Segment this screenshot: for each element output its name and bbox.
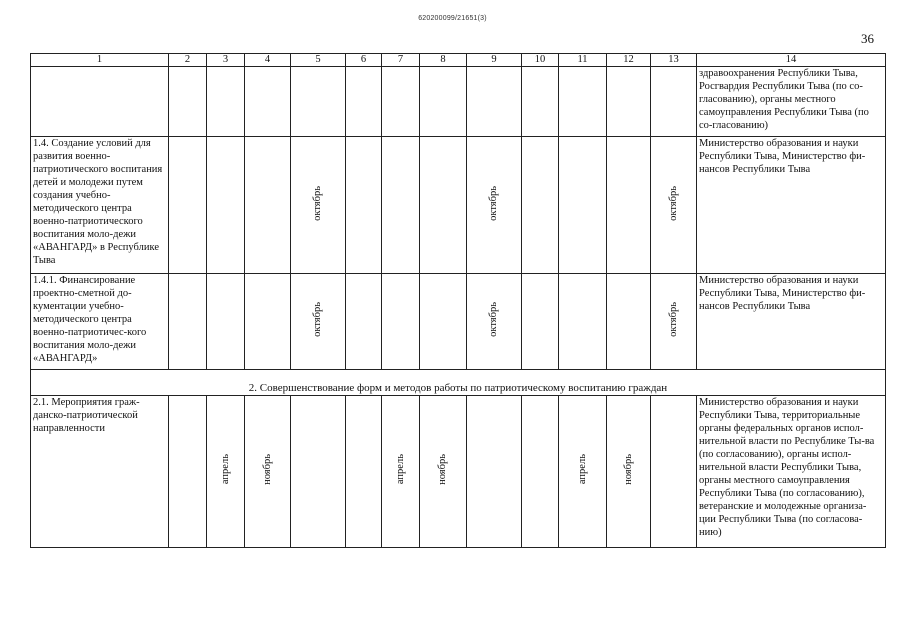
column-header: 9 — [467, 54, 522, 67]
responsible-cell: Министерство образования и науки Республики Тыва, территориальные органы федеральных органов испол-нительной власти по Республике Ты-ва (по согласованию), органы испол-нительной власти Республики Тыва, органы местного самоуправления Республики Тыва (по согласованию), ветеранские и молодежные организа-ции Республики Тыва (по согласова-нию) — [697, 396, 886, 548]
month-label: ноябрь — [622, 454, 634, 485]
table-row — [31, 274, 886, 370]
month-label: апрель — [219, 454, 231, 485]
column-header: 5 — [291, 54, 346, 67]
month-label: октябрь — [312, 302, 323, 337]
column-header: 12 — [607, 54, 651, 67]
column-header: 14 — [697, 54, 886, 67]
month-label: апрель — [576, 454, 588, 485]
document-id: 620200099/21651(3) — [418, 15, 487, 22]
activity-cell: 1.4. Создание условий для развития военно-патриотического воспитания детей и молодежи путем создания учебно-методического центра военно-патриотического воспитания моло-дежи «АВАНГАРД» в Республике Тыва — [31, 137, 169, 274]
month-label: октябрь — [488, 185, 499, 221]
activity-cell: 1.4.1. Финансирование проектно-сметной до-кументации учебно-методического центра военно-патриотичес-кого воспитания моло-дежи «АВАНГАРД» — [31, 274, 169, 370]
section-title: 2. Совершенствование форм и методов работы по патриотическому воспитанию граждан — [31, 370, 886, 396]
column-header: 10 — [522, 54, 559, 67]
section-row — [31, 370, 886, 396]
responsible-cell: здравоохранения Республики Тыва, Росгвардия Республики Тыва (по со-гласованию), органы местного самоуправления Республики Тыва (по со-гласованию) — [697, 67, 886, 137]
table-row — [31, 137, 886, 274]
plan-table — [30, 53, 886, 548]
column-header: 4 — [245, 54, 291, 67]
month-label: октябрь — [312, 185, 323, 221]
month-label: октябрь — [667, 185, 679, 221]
column-header: 7 — [382, 54, 420, 67]
column-number-row — [31, 54, 886, 67]
responsible-cell: Министерство образования и науки Республики Тыва, Министерство фи-нансов Республики Тыва — [697, 137, 886, 274]
month-label: ноябрь — [437, 454, 448, 485]
column-header: 8 — [420, 54, 467, 67]
column-header: 3 — [207, 54, 245, 67]
column-header: 6 — [346, 54, 382, 67]
column-header: 11 — [559, 54, 607, 67]
responsible-cell: Министерство образования и науки Республики Тыва, Министерство фи-нансов Республики Тыва — [697, 274, 886, 370]
column-header: 1 — [31, 54, 169, 67]
month-label: октябрь — [488, 302, 499, 337]
activity-cell — [31, 67, 169, 137]
month-label: октябрь — [667, 302, 679, 337]
page-number: 36 — [861, 31, 874, 46]
activity-cell: 2.1. Мероприятия граж-данско-патриотической направленности — [31, 396, 169, 548]
table-row — [31, 67, 886, 137]
column-header: 2 — [169, 54, 207, 67]
month-label: ноябрь — [261, 454, 273, 485]
month-label: апрель — [394, 454, 406, 485]
column-header: 13 — [651, 54, 697, 67]
table-row — [31, 396, 886, 548]
